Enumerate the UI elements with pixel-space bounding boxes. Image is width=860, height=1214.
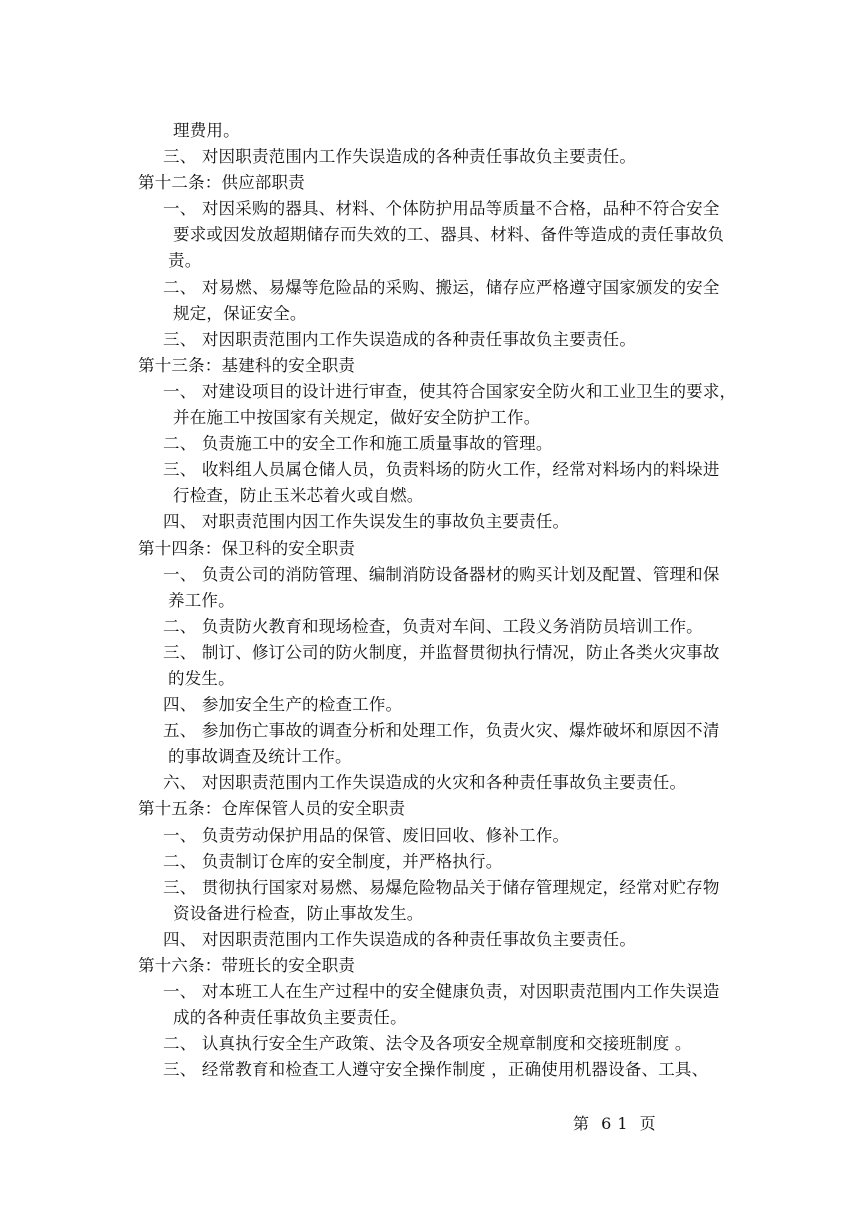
clause-line: 要求或因发放超期储存而失效的工、器具、材料、备件等造成的责任事故负 bbox=[173, 225, 725, 245]
clause-line: 理费用。 bbox=[173, 121, 240, 140]
clause-line: 行检查，防止玉米芯着火或自燃。 bbox=[173, 486, 424, 506]
clause-line: 的事故调查及统计工作。 bbox=[168, 747, 352, 767]
clause-line: 三、 对因职责范围内工作失误造成的各种责任事故负主要责任。 bbox=[163, 147, 637, 167]
clause-line: 二、 认真执行安全生产政策、法令及各项安全规章制度和交接班制度 。 bbox=[163, 1034, 692, 1054]
clause-line: 成的各种责任事故负主要责任。 bbox=[173, 1008, 407, 1028]
clause-line: 二、 负责防火教育和现场检查，负责对车间、工段义务消防员培训工作。 bbox=[163, 616, 703, 636]
clause-line: 四、 参加安全生产的检查工作。 bbox=[163, 695, 403, 715]
clause-line: 六、 对因职责范围内工作失误造成的火灾和各种责任事故负主要责任。 bbox=[163, 773, 687, 793]
page-label-suffix: 页 bbox=[639, 1114, 657, 1133]
clause-line: 一、 负责公司的消防管理、编制消防设备器材的购买计划及配置、管理和保 bbox=[163, 564, 720, 584]
clause-line: 三、 对因职责范围内工作失误造成的各种责任事故负主要责任。 bbox=[163, 329, 637, 349]
clause-line: 并在施工中按国家有关规定，做好安全防护工作。 bbox=[173, 408, 541, 428]
page-number: 6 1 bbox=[601, 1114, 629, 1133]
clause-line: 二、 对易燃、易爆等危险品的采购、搬运，储存应严格遵守国家颁发的安全 bbox=[163, 277, 720, 297]
clause-line: 二、 负责施工中的安全工作和施工质量事故的管理。 bbox=[163, 434, 553, 454]
article-heading: 第十三条：基建科的安全职责 bbox=[138, 355, 356, 375]
clause-line: 资设备进行检查，防止事故发生。 bbox=[173, 903, 424, 923]
clause-line: 四、 对因职责范围内工作失误造成的各种责任事故负主要责任。 bbox=[163, 929, 637, 949]
clause-line: 一、 对因采购的器具、材料、个体防护用品等质量不合格，品种不符合安全 bbox=[163, 199, 720, 219]
clause-line: 三、 贯彻执行国家对易燃、易爆危险物品关于储存管理规定，经常对贮存物 bbox=[163, 877, 720, 897]
article-heading: 第十六条：带班长的安全职责 bbox=[138, 956, 356, 975]
page-footer bbox=[570, 1111, 659, 1134]
document-body bbox=[138, 118, 758, 1083]
page-label-prefix: 第 bbox=[573, 1114, 590, 1133]
clause-line: 二、 负责制订仓库的安全制度，并严格执行。 bbox=[163, 851, 503, 871]
clause-line: 一、 负责劳动保护用品的保管、废旧回收、修补工作。 bbox=[163, 825, 570, 845]
clause-line: 责。 bbox=[168, 251, 202, 271]
clause-line: 三、 经常教育和检查工人遵守安全操作制度 ，正确使用机器设备、工具、 bbox=[163, 1060, 709, 1080]
clause-line: 一、 对建设项目的设计进行审查，使其符合国家安全防火和工业卫生的要求， bbox=[163, 381, 737, 401]
article-heading: 第十四条：保卫科的安全职责 bbox=[138, 538, 356, 558]
clause-line: 规定，保证安全。 bbox=[173, 303, 307, 323]
article-heading: 第十五条：仓库保管人员的安全职责 bbox=[138, 799, 406, 819]
clause-line: 的发生。 bbox=[168, 668, 235, 688]
clause-line: 三、 制订、修订公司的防火制度，并监督贯彻执行情况，防止各类火灾事故 bbox=[163, 642, 720, 662]
clause-line: 三、 收料组人员属仓储人员，负责料场的防火工作，经常对料场内的料垛进 bbox=[163, 460, 720, 480]
clause-line: 五、 参加伤亡事故的调查分析和处理工作，负责火灾、爆炸破坏和原因不清 bbox=[163, 721, 720, 741]
article-heading: 第十二条：供应部职责 bbox=[138, 173, 305, 193]
clause-line: 四、 对职责范围内因工作失误发生的事故负主要责任。 bbox=[163, 512, 570, 532]
clause-line: 养工作。 bbox=[168, 590, 235, 610]
clause-line: 一、 对本班工人在生产过程中的安全健康负责，对因职责范围内工作失误造 bbox=[163, 982, 720, 1002]
